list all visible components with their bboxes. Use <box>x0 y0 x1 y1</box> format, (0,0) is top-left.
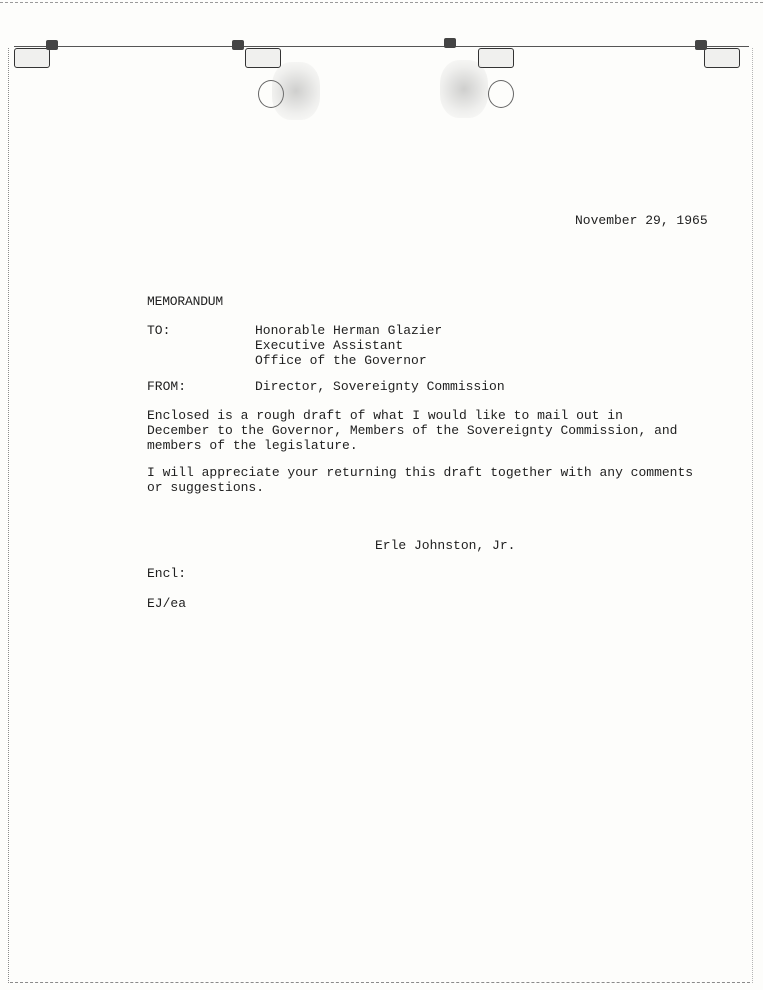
from-value: Director, Sovereignty Commission <box>255 379 505 394</box>
to-recipient-block <box>255 323 442 368</box>
scan-edge-right <box>752 48 753 983</box>
body-paragraph-2 <box>147 465 693 495</box>
from-label: FROM: <box>147 379 187 394</box>
scan-edge-top <box>0 2 763 3</box>
to-line: Office of the Governor <box>255 353 427 368</box>
memo-date: November 29, 1965 <box>575 213 708 228</box>
binder-clip-tab <box>46 40 58 50</box>
binder-clip-tab <box>444 38 456 48</box>
scan-edge-bottom <box>10 982 750 983</box>
paragraph-line: Enclosed is a rough draft of what I would like to mail out in <box>147 408 623 423</box>
binder-clip-tab <box>232 40 244 50</box>
to-label: TO: <box>147 323 171 338</box>
scan-edge-left <box>8 48 9 983</box>
binder-clip-mark <box>245 48 281 68</box>
punch-hole-ring <box>488 80 514 108</box>
scan-smudge <box>272 62 320 120</box>
copy-rule-top <box>14 46 749 47</box>
paragraph-line: members of the legislature. <box>147 438 358 453</box>
binder-clip-tab <box>695 40 707 50</box>
paragraph-line: December to the Governor, Members of the Sovereignty Commission, and <box>147 423 678 438</box>
to-line: Honorable Herman Glazier <box>255 323 443 338</box>
binder-clip-mark <box>704 48 740 68</box>
body-paragraph-1 <box>147 408 678 453</box>
signature-name: Erle Johnston, Jr. <box>375 538 516 553</box>
typist-initials: EJ/ea <box>147 596 187 611</box>
binder-clip-mark <box>478 48 514 68</box>
binder-clip-mark <box>14 48 50 68</box>
paragraph-line: or suggestions. <box>147 480 265 495</box>
enclosure-note: Encl: <box>147 566 187 581</box>
scan-smudge <box>440 60 488 118</box>
to-line: Executive Assistant <box>255 338 404 353</box>
paragraph-line: I will appreciate your returning this draft together with any comments <box>147 465 694 480</box>
memo-heading: MEMORANDUM <box>147 294 224 309</box>
